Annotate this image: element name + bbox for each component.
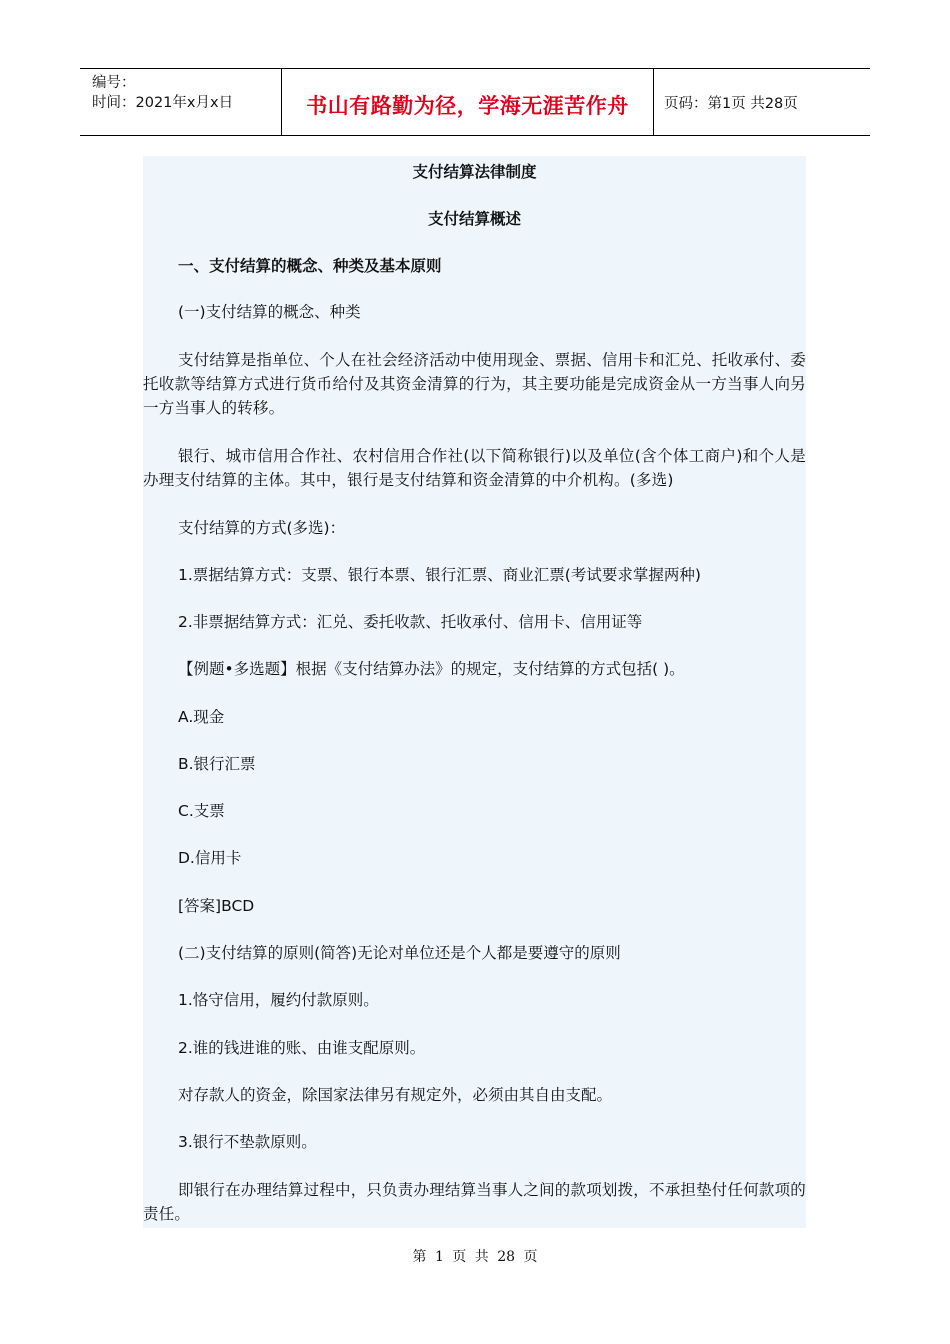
paragraph: 支付结算是指单位、个人在社会经济活动中使用现金、票据、信用卡和汇兑、托收承付、委托收款等结算方式进行货币给付及其资金清算的行为，其主要功能是完成资金从一方当事人向另一方当事人的转移。 bbox=[143, 351, 807, 417]
document-title: 支付结算法律制度 bbox=[412, 163, 537, 181]
paragraph: 即银行在办理结算过程中，只负责办理结算当事人之间的款项划拨，不承担垫付任何款项的责任。 bbox=[143, 1181, 807, 1223]
document-header bbox=[80, 68, 870, 136]
list-item: 2.谁的钱进谁的账、由谁支配原则。 bbox=[178, 1039, 426, 1057]
header-meta bbox=[80, 69, 282, 135]
option-b: B.银行汇票 bbox=[178, 755, 256, 773]
subsection-heading: (一)支付结算的概念、种类 bbox=[178, 303, 361, 321]
document-body bbox=[143, 156, 806, 1228]
document-subtitle: 支付结算概述 bbox=[427, 210, 521, 228]
list-item: 2.非票据结算方式：汇兑、委托收款、托收承付、信用卡、信用证等 bbox=[178, 613, 643, 631]
principle-note: 对存款人的资金，除国家法律另有规定外，必须由其自由支配。 bbox=[178, 1086, 613, 1104]
methods-heading: 支付结算的方式(多选)： bbox=[178, 519, 346, 537]
header-motto: 书山有路勤为径，学海无涯苦作舟 bbox=[282, 69, 654, 135]
paragraph: 银行、城市信用合作社、农村信用合作社(以下简称银行)以及单位(含个体工商户)和个人是办理支付结算的主体。其中，银行是支付结算和资金清算的中介机构。(多选) bbox=[143, 447, 806, 489]
option-a: A.现金 bbox=[178, 708, 225, 726]
time-label: 时间：2021年x月x日 bbox=[92, 95, 234, 111]
example-question: 【例题•多选题】根据《支付结算办法》的规定，支付结算的方式包括( )。 bbox=[178, 660, 685, 678]
header-page-info: 页码：第1页 共28页 bbox=[664, 95, 798, 112]
list-item: 1.票据结算方式：支票、银行本票、银行汇票、商业汇票(考试要求掌握两种) bbox=[178, 566, 701, 584]
page-footer: 第 1 页 共 28 页 bbox=[412, 1249, 538, 1265]
number-label: 编号： bbox=[92, 75, 136, 91]
subsection-heading: (二)支付结算的原则(简答)无论对单位还是个人都是要遵守的原则 bbox=[178, 944, 621, 962]
section-heading: 一、支付结算的概念、种类及基本原则 bbox=[178, 257, 442, 275]
answer: [答案]BCD bbox=[178, 897, 255, 915]
option-d: D.信用卡 bbox=[178, 849, 242, 867]
list-item: 1.恪守信用，履约付款原则。 bbox=[178, 991, 379, 1009]
option-c: C.支票 bbox=[178, 802, 225, 820]
list-item: 3.银行不垫款原则。 bbox=[178, 1133, 317, 1151]
